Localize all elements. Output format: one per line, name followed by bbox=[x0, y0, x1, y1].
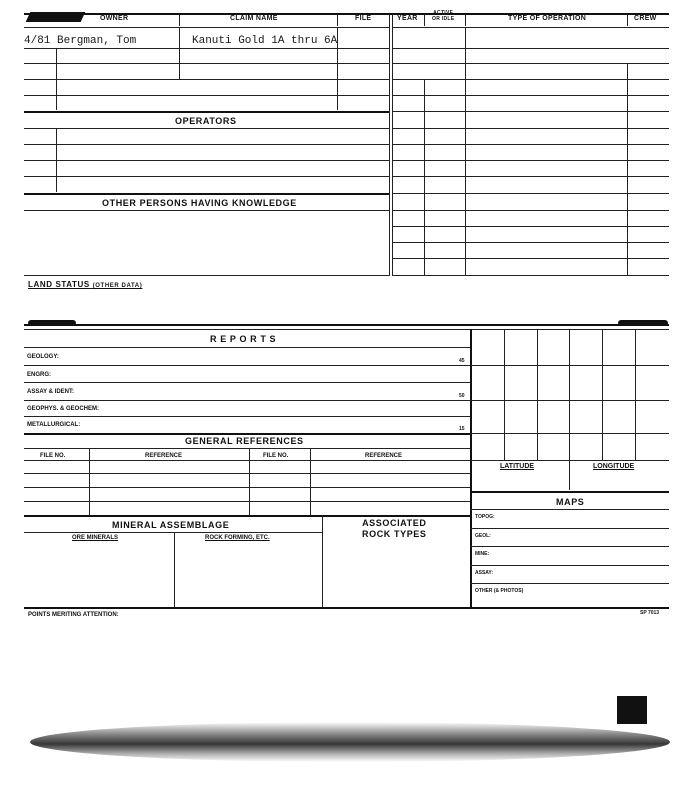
maps-row-2 bbox=[470, 546, 669, 547]
maps-top-line bbox=[470, 491, 669, 493]
mineral-assoc-split bbox=[322, 515, 323, 607]
maps-other: OTHER (& PHOTOS) bbox=[475, 588, 524, 594]
refs-row-1 bbox=[24, 473, 470, 474]
header-type-of-operation: TYPE OF OPERATION bbox=[508, 15, 587, 22]
operators-row-1 bbox=[24, 144, 389, 145]
refs-row-2 bbox=[24, 487, 470, 488]
header-div-claim bbox=[179, 14, 180, 26]
header-claim-name: CLAIM NAME bbox=[230, 15, 278, 22]
mineral-header-line bbox=[24, 532, 322, 533]
operators-top-line bbox=[24, 111, 389, 113]
report-engrg: ENGRG: bbox=[27, 372, 51, 378]
owner-row-2 bbox=[24, 63, 389, 64]
header-div-active bbox=[424, 14, 425, 26]
report-num-metallurgical: 15 bbox=[459, 426, 465, 432]
maps-assay: ASSAY: bbox=[475, 570, 494, 576]
header-file: FILE bbox=[355, 15, 372, 22]
grid-col-2 bbox=[537, 329, 538, 460]
scan-square-mark bbox=[617, 696, 647, 724]
left-bottom bbox=[24, 275, 389, 276]
refs-col-1 bbox=[89, 448, 90, 515]
entry-date-owner: 4/81 Bergman, Tom bbox=[24, 35, 137, 47]
refs-file-no-2: FILE NO. bbox=[263, 453, 289, 459]
grid-col-4 bbox=[602, 329, 603, 460]
lower-bottom-border bbox=[24, 607, 669, 609]
section-land-status bbox=[28, 280, 142, 289]
header-active-line1: ACTIVE bbox=[433, 10, 454, 16]
section-general-references: GENERAL REFERENCES bbox=[185, 436, 304, 446]
mineral-top-line bbox=[24, 515, 470, 517]
ops-col-crew bbox=[627, 63, 628, 275]
header-active-line2: OR IDLE bbox=[432, 16, 455, 22]
rock-forming-label: ROCK FORMING, ETC. bbox=[205, 535, 270, 541]
other-persons-top-line bbox=[24, 193, 389, 195]
latitude-label: LATITUDE bbox=[500, 463, 535, 470]
reports-header-line bbox=[24, 347, 470, 348]
other-persons-header-line bbox=[24, 210, 389, 211]
grid-bottom bbox=[470, 460, 669, 461]
general-refs-header-line bbox=[24, 448, 470, 449]
refs-reference-1: REFERENCE bbox=[145, 453, 183, 459]
reports-row-1 bbox=[24, 365, 470, 366]
main-separator-b bbox=[392, 14, 393, 276]
header-div-crew bbox=[627, 14, 628, 26]
refs-row-0 bbox=[24, 460, 470, 461]
header-div-file bbox=[337, 14, 338, 26]
owner-row-3 bbox=[24, 79, 389, 80]
report-geology: GEOLOGY: bbox=[27, 354, 59, 360]
operators-col-a bbox=[56, 128, 57, 192]
owner-row-1 bbox=[24, 48, 389, 49]
grid-col-5 bbox=[635, 329, 636, 460]
maps-mine: MINE: bbox=[475, 551, 490, 557]
ore-minerals-label: ORE MINERALS bbox=[72, 535, 119, 541]
header-active bbox=[432, 10, 454, 22]
report-assay: ASSAY & IDENT: bbox=[27, 389, 75, 395]
header-year: YEAR bbox=[397, 15, 418, 22]
refs-file-no-1: FILE NO. bbox=[40, 453, 66, 459]
header-owner: OWNER bbox=[100, 15, 129, 22]
owner-col-c bbox=[337, 27, 338, 110]
report-metallurgical: METALLURGICAL: bbox=[27, 422, 81, 428]
lower-top-border bbox=[24, 324, 669, 326]
section-other-persons: OTHER PERSONS HAVING KNOWLEDGE bbox=[102, 198, 297, 208]
maps-geol: GEOL: bbox=[475, 533, 491, 539]
operators-row-3 bbox=[24, 176, 389, 177]
longitude-label: LONGITUDE bbox=[593, 463, 635, 470]
grid-col-3 bbox=[569, 329, 570, 490]
refs-row-3 bbox=[24, 501, 470, 502]
refs-col-2 bbox=[249, 448, 250, 515]
reports-row-3 bbox=[24, 400, 470, 401]
header-bottom-left bbox=[24, 27, 389, 28]
ops-col-active bbox=[424, 79, 425, 275]
land-status-label: LAND STATUS bbox=[28, 280, 90, 289]
associated-rock-types-line1: ASSOCIATED bbox=[362, 518, 427, 528]
ops-row-1 bbox=[392, 48, 669, 49]
report-num-assay: 50 bbox=[459, 393, 465, 399]
report-geophys: GEOPHYS. & GEOCHEM: bbox=[27, 406, 100, 412]
maps-row-1 bbox=[470, 528, 669, 529]
general-refs-top-line bbox=[24, 433, 470, 435]
header-div-type bbox=[465, 14, 466, 26]
owner-col-b bbox=[179, 27, 180, 79]
section-mineral-assemblage: MINERAL ASSEMBLAGE bbox=[112, 520, 230, 530]
associated-rock-types-line2: ROCK TYPES bbox=[362, 529, 427, 539]
ops-bottom bbox=[392, 275, 669, 276]
ops-col-type bbox=[465, 27, 466, 275]
operators-row-2 bbox=[24, 160, 389, 161]
section-operators: OPERATORS bbox=[175, 116, 237, 126]
header-crew: CREW bbox=[634, 15, 657, 22]
report-num-geology: 45 bbox=[459, 358, 465, 364]
refs-reference-2: REFERENCE bbox=[365, 453, 403, 459]
entry-claim: Kanuti Gold 1A thru 6A bbox=[192, 35, 338, 47]
main-separator-a bbox=[389, 14, 390, 276]
scan-smear-bottom bbox=[30, 722, 670, 762]
owner-row-4 bbox=[24, 95, 389, 96]
maps-header-line bbox=[470, 509, 669, 510]
section-associated-rock-types bbox=[362, 518, 427, 540]
section-maps: MAPS bbox=[556, 497, 585, 507]
section-reports: R E P O R T S bbox=[210, 334, 277, 344]
lower-top-border-2 bbox=[24, 329, 669, 330]
points-meriting-attention: POINTS MERITING ATTENTION: bbox=[28, 612, 119, 618]
maps-topog: TOPOG: bbox=[475, 514, 495, 520]
land-status-sub: (OTHER DATA) bbox=[92, 283, 143, 289]
mineral-col-split bbox=[174, 532, 175, 607]
reports-row-4 bbox=[24, 416, 470, 417]
owner-col-a bbox=[56, 48, 57, 110]
maps-row-4 bbox=[470, 583, 669, 584]
header-bottom-right bbox=[392, 27, 669, 28]
maps-row-3 bbox=[470, 565, 669, 566]
operators-header-line bbox=[24, 128, 389, 129]
grid-col-1 bbox=[504, 329, 505, 460]
refs-col-3 bbox=[310, 448, 311, 515]
reports-row-2 bbox=[24, 382, 470, 383]
form-number: SP 7013 bbox=[640, 610, 660, 616]
